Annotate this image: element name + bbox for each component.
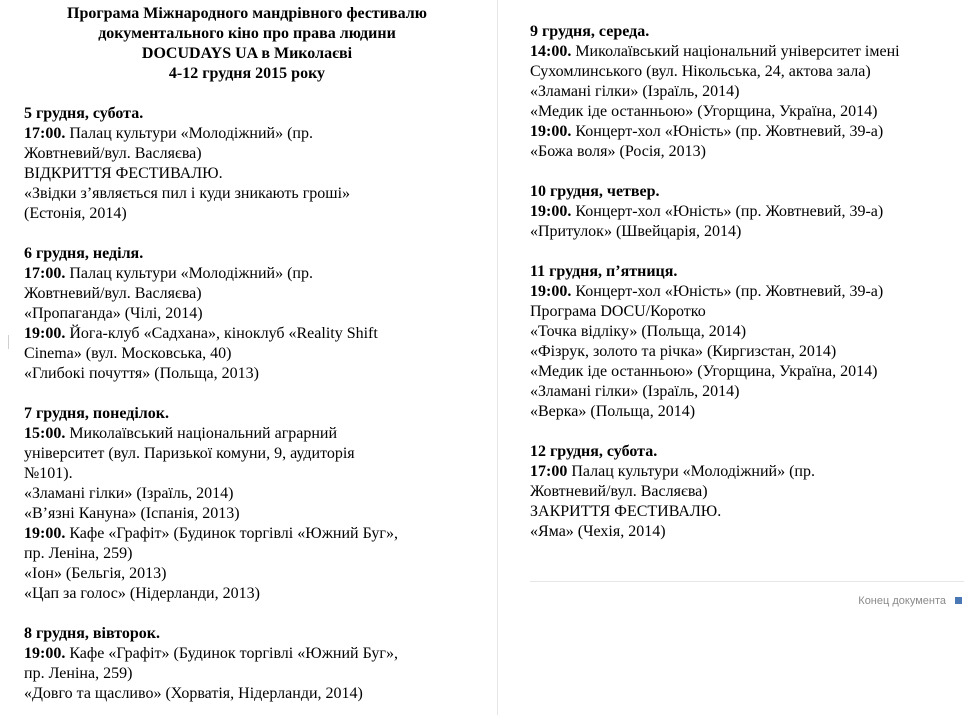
- event-text: пр. Леніна, 259): [24, 545, 133, 562]
- day-title: 7 грудня, понеділок.: [24, 405, 169, 422]
- event-text: «Точка відліку» (Польща, 2014): [530, 323, 747, 340]
- event-text: «Медик іде останньою» (Угорщина, Україна, 2014): [530, 103, 878, 120]
- schedule-line: [530, 502, 950, 522]
- event-text: Миколаївський національний університет імені: [571, 43, 900, 60]
- event-text: «Звідки з’являється пил і куди зникають гроші»: [24, 185, 351, 202]
- schedule-line: [530, 362, 950, 382]
- event-text: «Фізрук, золото та річка» (Киргизстан, 2014): [530, 343, 837, 360]
- schedule-line: [530, 42, 950, 62]
- schedule-line: [530, 382, 950, 402]
- schedule-line: [24, 124, 470, 144]
- schedule-line: [24, 144, 470, 164]
- event-text: Жовтневий/вул. Васляєва): [530, 483, 708, 500]
- header-line-2: документального кіно про права людини: [98, 25, 396, 42]
- day-block: [530, 182, 950, 242]
- day-title: 5 грудня, субота.: [24, 105, 144, 122]
- schedule-line: [530, 62, 950, 82]
- schedule-line: [24, 184, 470, 204]
- schedule-line: [24, 584, 470, 604]
- header-line-3: DOCUDAYS UA в Миколаєві: [141, 45, 353, 62]
- event-text: Сухомлинського (вул. Нікольська, 24, актова зала): [530, 63, 871, 80]
- day-title: 9 грудня, середа.: [530, 23, 650, 40]
- event-text: «Довго та щасливо» (Хорватія, Нідерланди, 2014): [24, 685, 363, 702]
- event-text: Програма DOCU/Коротко: [530, 303, 706, 320]
- event-time: 19:00.: [530, 283, 572, 300]
- event-text: Палац культури «Молодіжний» (пр.: [567, 463, 815, 480]
- event-text: університет (вул. Паризької комуни, 9, аудиторія: [24, 445, 355, 462]
- event-text: Кафе «Графіт» (Будинок торгівлі «Южний Буг»,: [65, 525, 398, 542]
- event-text: «Притулок» (Швейцарія, 2014): [530, 223, 742, 240]
- event-text: «Медик іде останньою» (Угорщина, Україна, 2014): [530, 363, 878, 380]
- event-time: 14:00.: [530, 43, 572, 60]
- schedule-line: [24, 484, 470, 504]
- event-text: пр. Леніна, 259): [24, 665, 133, 682]
- schedule-line: [530, 102, 950, 122]
- event-text: №101).: [24, 465, 73, 482]
- end-separator: [530, 581, 964, 582]
- day-title: 12 грудня, субота.: [530, 443, 658, 460]
- schedule-line: [24, 284, 470, 304]
- schedule-line: [24, 324, 470, 344]
- event-time: 19:00.: [24, 645, 66, 662]
- schedule-line: [530, 122, 950, 142]
- column-divider: [497, 0, 498, 715]
- right-day-list: [530, 22, 950, 542]
- schedule-line: [530, 342, 950, 362]
- end-of-document-label: Конец документа: [858, 595, 946, 607]
- event-text: Миколаївський національний аграрний: [65, 425, 338, 442]
- day-block: [24, 624, 470, 704]
- schedule-line: [24, 564, 470, 584]
- square-marker-icon: [955, 597, 962, 604]
- event-text: Палац культури «Молодіжний» (пр.: [65, 125, 313, 142]
- schedule-line: [24, 644, 470, 664]
- left-column: [24, 4, 470, 724]
- schedule-line: [24, 664, 470, 684]
- left-day-list: [24, 104, 470, 704]
- day-block: [24, 104, 470, 224]
- document-header: [24, 4, 470, 84]
- event-text: «Зламані гілки» (Ізраїль, 2014): [530, 383, 740, 400]
- schedule-line: [24, 304, 470, 324]
- header-line-4: 4-12 грудня 2015 року: [168, 65, 326, 82]
- page-edge-mark: [8, 335, 9, 349]
- schedule-line: [24, 364, 470, 384]
- schedule-line: [24, 524, 470, 544]
- schedule-line: [24, 264, 470, 284]
- event-text: Концерт-хол «Юність» (пр. Жовтневий, 39-а): [571, 123, 884, 140]
- day-title: 11 грудня, п’ятниця.: [530, 263, 678, 280]
- right-column: [530, 22, 950, 562]
- event-text: Концерт-хол «Юність» (пр. Жовтневий, 39-а): [571, 203, 884, 220]
- event-text: Йога-клуб «Садхана», кіноклуб «Reality Shift: [65, 325, 378, 342]
- schedule-line: [24, 424, 470, 444]
- event-text: «Іон» (Бельгія, 2013): [24, 565, 167, 582]
- schedule-line: [24, 444, 470, 464]
- event-time: 19:00.: [530, 203, 572, 220]
- schedule-line: [530, 482, 950, 502]
- event-time: 17:00: [530, 463, 568, 480]
- schedule-line: [530, 302, 950, 322]
- day-block: [530, 442, 950, 542]
- event-text: «Божа воля» (Росія, 2013): [530, 143, 706, 160]
- event-text: «Верка» (Польща, 2014): [530, 403, 696, 420]
- event-text: «Глибокі почуття» (Польща, 2013): [24, 365, 259, 382]
- schedule-line: [24, 684, 470, 704]
- schedule-line: [530, 522, 950, 542]
- schedule-line: [530, 222, 950, 242]
- event-text: «В’язні Кануна» (Іспанія, 2013): [24, 505, 240, 522]
- event-text: «Зламані гілки» (Ізраїль, 2014): [530, 83, 740, 100]
- schedule-line: [24, 164, 470, 184]
- event-text: Палац культури «Молодіжний» (пр.: [65, 265, 313, 282]
- event-text: «Зламані гілки» (Ізраїль, 2014): [24, 485, 234, 502]
- header-line-1: Програма Міжнародного мандрівного фестивалю: [67, 5, 427, 22]
- schedule-line: [530, 402, 950, 422]
- day-block: [24, 244, 470, 384]
- schedule-line: [530, 322, 950, 342]
- event-time: 15:00.: [24, 425, 66, 442]
- schedule-line: [530, 202, 950, 222]
- schedule-line: [530, 82, 950, 102]
- event-text: Жовтневий/вул. Васляєва): [24, 145, 202, 162]
- schedule-line: [24, 544, 470, 564]
- schedule-line: [530, 142, 950, 162]
- event-text: Кафе «Графіт» (Будинок торгівлі «Южний Буг»,: [65, 645, 398, 662]
- day-title: 6 грудня, неділя.: [24, 245, 144, 262]
- event-time: 17:00.: [24, 125, 66, 142]
- schedule-line: [24, 344, 470, 364]
- schedule-line: [530, 282, 950, 302]
- day-title: 8 грудня, вівторок.: [24, 625, 161, 642]
- event-text: Концерт-хол «Юність» (пр. Жовтневий, 39-а): [571, 283, 884, 300]
- event-text: (Естонія, 2014): [24, 205, 127, 222]
- schedule-line: [24, 204, 470, 224]
- event-text: «Цап за голос» (Нідерланди, 2013): [24, 585, 260, 602]
- schedule-line: [24, 464, 470, 484]
- day-title: 10 грудня, четвер.: [530, 183, 660, 200]
- event-time: 19:00.: [530, 123, 572, 140]
- event-text: ВІДКРИТТЯ ФЕСТИВАЛЮ.: [24, 165, 223, 182]
- day-block: [24, 404, 470, 604]
- day-block: [530, 22, 950, 162]
- schedule-line: [24, 504, 470, 524]
- event-time: 19:00.: [24, 525, 66, 542]
- schedule-line: [530, 462, 950, 482]
- event-text: Cinema» (вул. Московська, 40): [24, 345, 232, 362]
- day-block: [530, 262, 950, 422]
- event-text: ЗАКРИТТЯ ФЕСТИВАЛЮ.: [530, 503, 722, 520]
- event-time: 17:00.: [24, 265, 66, 282]
- event-text: «Пропаганда» (Чілі, 2014): [24, 305, 203, 322]
- event-text: «Яма» (Чехія, 2014): [530, 523, 666, 540]
- event-time: 19:00.: [24, 325, 66, 342]
- event-text: Жовтневий/вул. Васляєва): [24, 285, 202, 302]
